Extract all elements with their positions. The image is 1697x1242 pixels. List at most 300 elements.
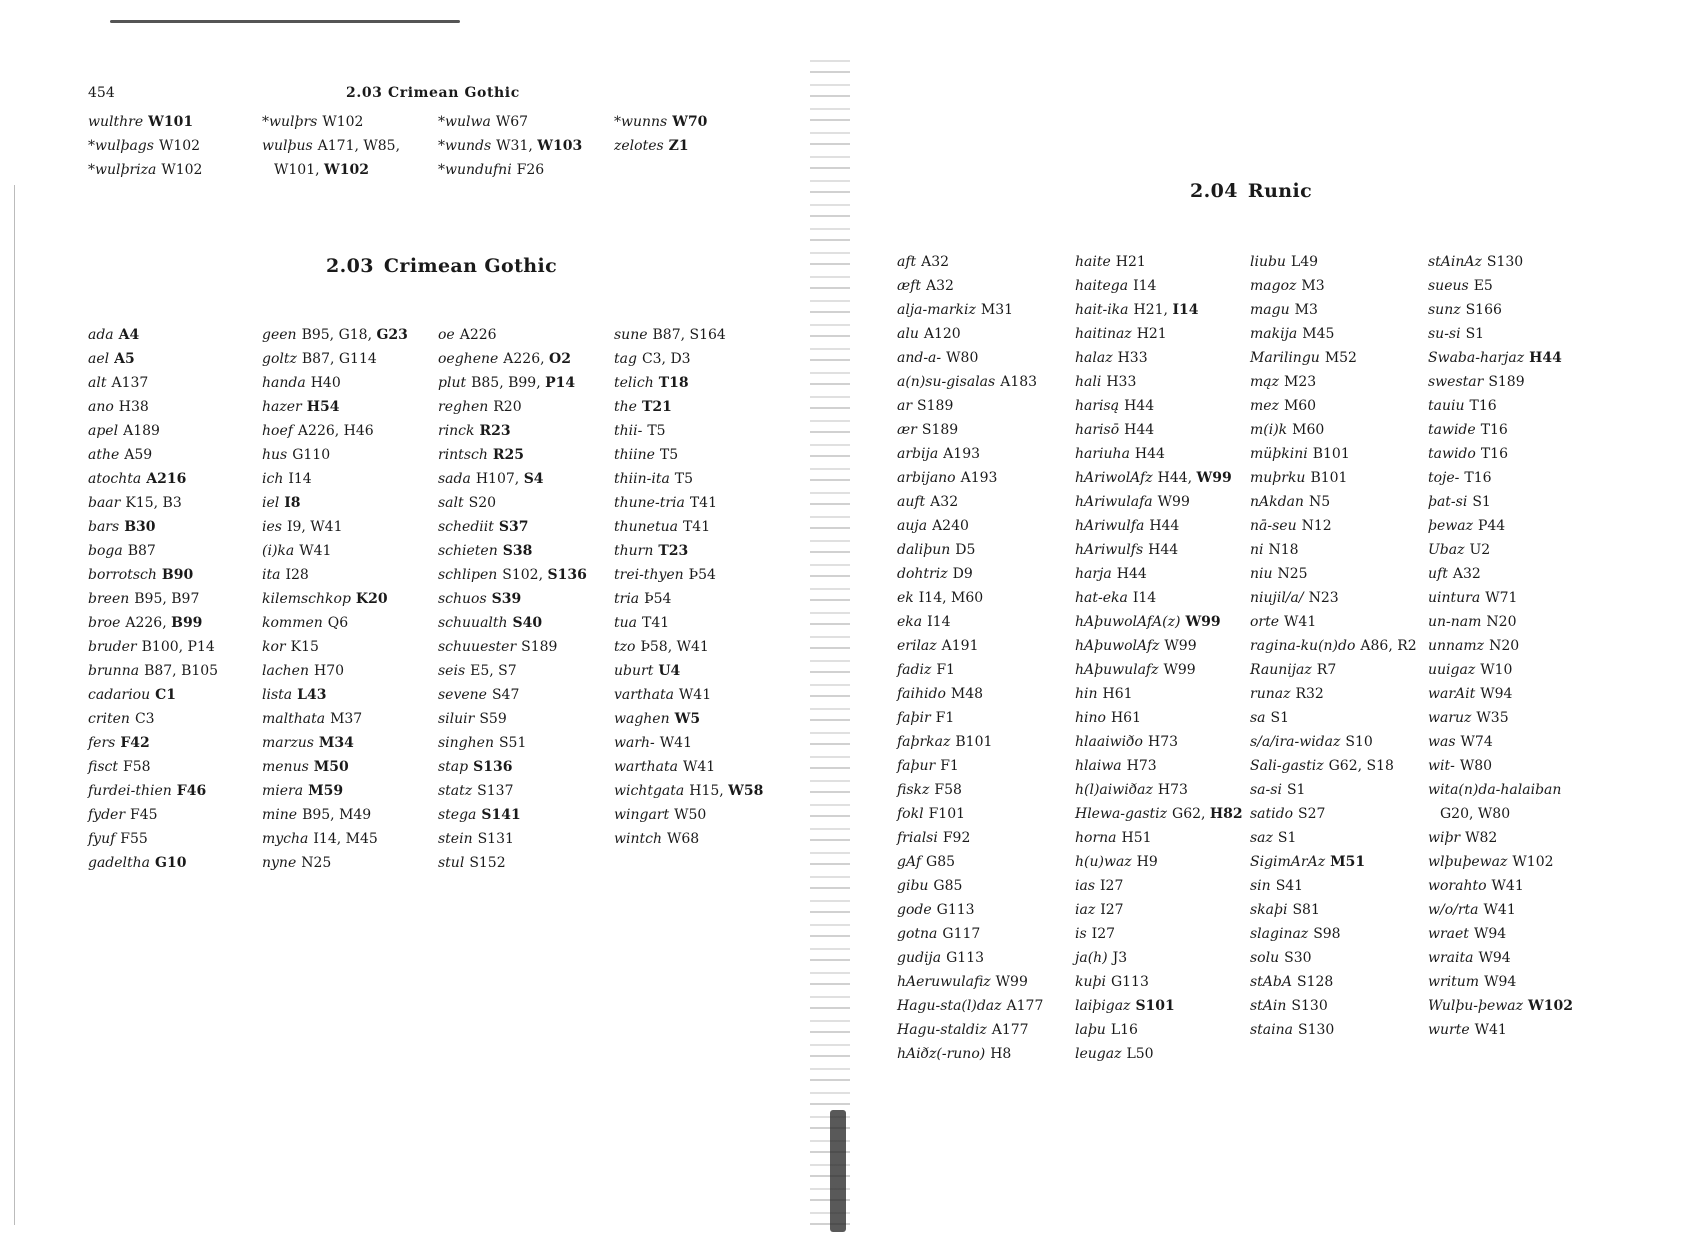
index-column [88, 323, 218, 875]
index-entry [614, 587, 763, 611]
index-entry [262, 659, 408, 683]
index-entry [897, 490, 1043, 514]
index-entry [897, 898, 1043, 922]
index-reference: M23 [1284, 374, 1317, 390]
index-word: iel [262, 495, 280, 511]
index-entry [897, 970, 1043, 994]
index-word: solu [1250, 950, 1280, 966]
index-entry [1075, 994, 1243, 1018]
index-word: alja-markiz [897, 302, 976, 318]
index-entry [1428, 874, 1573, 898]
index-reference: H33 [1106, 374, 1137, 390]
index-word: bars [88, 519, 120, 535]
section-heading [1190, 180, 1312, 202]
index-entry [1250, 874, 1417, 898]
index-word: schuualth [438, 615, 508, 631]
index-entry [88, 707, 218, 731]
index-reference: I27 [1100, 902, 1124, 918]
index-entry [1250, 682, 1417, 706]
index-word: writum [1428, 974, 1480, 990]
index-reference: M3 [1301, 278, 1325, 294]
index-entry [88, 563, 218, 587]
index-entry [1075, 562, 1243, 586]
index-entry [1075, 466, 1243, 490]
index-word: hait-ika [1075, 302, 1129, 318]
index-word: siluir [438, 711, 475, 727]
index-word: nAkdan [1250, 494, 1304, 510]
index-word: tag [614, 351, 637, 367]
index-entry [1428, 850, 1573, 874]
index-entry [262, 563, 408, 587]
index-word: Hagu-staldiz [897, 1022, 987, 1038]
index-entry [1250, 1018, 1417, 1042]
index-word: hAiðz(-runo) [897, 1046, 986, 1062]
index-reference: K15, B3 [125, 495, 182, 511]
index-word: tawido [1428, 446, 1476, 462]
index-reference: Z1 [668, 138, 689, 154]
index-reference: W99 [1164, 638, 1197, 654]
index-word: magoz [1250, 278, 1297, 294]
index-reference: S101 [1135, 998, 1175, 1014]
index-reference: D9 [952, 566, 973, 582]
index-reference: W94 [1478, 950, 1511, 966]
left-page [0, 0, 835, 1242]
index-entry [1250, 946, 1417, 970]
index-reference: W99 [995, 974, 1028, 990]
index-word: ich [262, 471, 284, 487]
index-reference: S131 [477, 831, 514, 847]
index-word: wingart [614, 807, 670, 823]
index-reference: W70 [672, 114, 708, 130]
index-word: *wunns [614, 114, 668, 130]
index-entry [438, 707, 587, 731]
index-word: schediit [438, 519, 494, 535]
index-word: swestar [1428, 374, 1484, 390]
index-word: ær [897, 422, 917, 438]
index-word: s/a/ira-widaz [1250, 734, 1341, 750]
index-reference: W103 [537, 138, 583, 154]
index-reference: B95, M49 [302, 807, 372, 823]
index-entry [1250, 970, 1417, 994]
index-entry [1075, 682, 1243, 706]
index-entry [438, 515, 587, 539]
index-entry [1075, 418, 1243, 442]
index-reference: M60 [1283, 398, 1317, 414]
index-entry [614, 395, 763, 419]
index-entry [88, 587, 218, 611]
index-entry [438, 134, 582, 158]
index-reference: M31 [980, 302, 1014, 318]
index-word: laiþigaz [1075, 998, 1131, 1014]
index-reference: A226, [503, 351, 550, 367]
index-entry [1250, 634, 1417, 658]
index-word: wulthre [88, 114, 144, 130]
index-entry [262, 110, 400, 134]
index-word: gudija [897, 950, 942, 966]
index-reference: S10 [1345, 734, 1373, 750]
index-entry [88, 803, 218, 827]
index-entry [88, 134, 202, 158]
index-word: haitinaz [1075, 326, 1132, 342]
index-reference: W5 [674, 711, 701, 727]
index-word: æft [897, 278, 921, 294]
index-word: hin [1075, 686, 1098, 702]
index-word: niujil/a/ [1250, 590, 1304, 606]
index-column [438, 323, 587, 875]
index-reference: I14 [1133, 278, 1157, 294]
index-word: muþrku [1250, 470, 1306, 486]
index-entry [897, 706, 1043, 730]
index-entry [897, 562, 1043, 586]
index-word: geen [262, 327, 297, 343]
index-word: sueus [1428, 278, 1469, 294]
index-word: gadeltha [88, 855, 151, 871]
index-entry [1428, 994, 1573, 1018]
index-reference: H73 [1147, 734, 1179, 750]
index-reference: S189 [1488, 374, 1525, 390]
index-word: tzo [614, 639, 636, 655]
index-reference: W31, [496, 138, 538, 154]
index-word: sa [1250, 710, 1266, 726]
index-entry [897, 682, 1043, 706]
index-reference: W50 [674, 807, 707, 823]
index-entry [1250, 610, 1417, 634]
index-entry [614, 827, 763, 851]
index-word: wlþuþewaz [1428, 854, 1508, 870]
index-word: müþkini [1250, 446, 1308, 462]
index-entry [1075, 706, 1243, 730]
index-word: sada [438, 471, 471, 487]
index-entry [438, 683, 587, 707]
index-entry [1075, 370, 1243, 394]
index-reference: S128 [1297, 974, 1334, 990]
index-entry [897, 274, 1043, 298]
index-word: *wunds [438, 138, 492, 154]
index-word: uft [1428, 566, 1448, 582]
index-reference: G20, W80 [1440, 806, 1511, 822]
index-reference: F1 [935, 710, 955, 726]
index-word: broe [88, 615, 121, 631]
index-entry [88, 611, 218, 635]
index-entry [88, 515, 218, 539]
index-entry [614, 611, 763, 635]
index-entry [1428, 778, 1573, 802]
index-entry [438, 635, 587, 659]
index-reference: B87 [127, 543, 156, 559]
index-entry [88, 755, 218, 779]
index-reference: S39 [491, 591, 522, 607]
index-reference: A193 [960, 470, 998, 486]
index-word: tua [614, 615, 637, 631]
index-reference: R32 [1295, 686, 1324, 702]
index-reference: T18 [658, 375, 689, 391]
index-word: harja [1075, 566, 1112, 582]
index-reference: H21 [1115, 254, 1146, 270]
index-word: ita [262, 567, 281, 583]
index-word: furdei-thien [88, 783, 172, 799]
index-reference: T16 [1464, 470, 1492, 486]
index-word: *wundufni [438, 162, 512, 178]
index-reference: W94 [1473, 926, 1507, 942]
index-word: hAriwulfs [1075, 542, 1144, 558]
index-reference: S1 [1465, 326, 1485, 342]
index-reference: P44 [1477, 518, 1506, 534]
index-reference: W102 [322, 114, 364, 130]
index-word: leugaz [1075, 1046, 1122, 1062]
index-reference: F45 [130, 807, 158, 823]
index-reference: H44 [1149, 518, 1180, 534]
index-entry [1250, 442, 1417, 466]
index-word: salt [438, 495, 464, 511]
index-entry [614, 539, 763, 563]
index-word: hAriwulafa [1075, 494, 1153, 510]
index-entry [1075, 754, 1243, 778]
index-word: *wulwa [438, 114, 491, 130]
index-entry [614, 491, 763, 515]
index-word: hariuha [1075, 446, 1130, 462]
index-entry [438, 611, 587, 635]
index-word: fisct [88, 759, 118, 775]
index-word: faþur [897, 758, 936, 774]
index-word: kor [262, 639, 286, 655]
running-title: 2.03 Crimean Gothic [346, 85, 520, 101]
section-title: Crimean Gothic [383, 255, 558, 277]
index-reference: G113 [936, 902, 975, 918]
index-reference: Þ54 [644, 591, 672, 607]
index-reference: Þ54 [688, 567, 716, 583]
index-reference: I9, W41 [286, 519, 343, 535]
index-word: wraet [1428, 926, 1469, 942]
index-reference: H9 [1136, 854, 1158, 870]
index-reference: H44, [1157, 470, 1197, 486]
index-reference: L49 [1290, 254, 1319, 270]
index-word: ja(h) [1075, 950, 1108, 966]
index-word: hAriwulfa [1075, 518, 1145, 534]
index-word: alu [897, 326, 919, 342]
index-entry [1428, 538, 1573, 562]
index-reference: W94 [1484, 974, 1517, 990]
index-reference: S136 [547, 567, 587, 583]
index-word: sa-si [1250, 782, 1282, 798]
index-entry [1250, 490, 1417, 514]
index-entry [1075, 250, 1243, 274]
index-entry [614, 443, 763, 467]
index-entry [1075, 778, 1243, 802]
index-word: schieten [438, 543, 498, 559]
index-reference: Þ58, W41 [640, 639, 709, 655]
index-entry [1428, 634, 1573, 658]
index-reference: N23 [1308, 590, 1339, 606]
index-reference: A32 [930, 494, 959, 510]
index-reference: B85, B99, [471, 375, 546, 391]
index-word: thiin-ita [614, 471, 670, 487]
index-reference: W101 [148, 114, 194, 130]
index-entry [1075, 730, 1243, 754]
index-entry [1428, 274, 1573, 298]
index-reference: A32 [921, 254, 950, 270]
index-reference: H70 [313, 663, 345, 679]
index-word: stAbA [1250, 974, 1292, 990]
index-column [1075, 250, 1243, 1066]
index-reference: B95, G18, [301, 327, 377, 343]
index-word: ias [1075, 878, 1096, 894]
index-entry [88, 827, 218, 851]
index-entry [438, 779, 587, 803]
index-entry [614, 659, 763, 683]
index-word: brunna [88, 663, 140, 679]
index-entry [1250, 250, 1417, 274]
index-entry [897, 994, 1043, 1018]
index-reference: W99 [1196, 470, 1232, 486]
index-reference: B87, G114 [301, 351, 377, 367]
index-entry [1250, 730, 1417, 754]
index-entry [1075, 274, 1243, 298]
index-entry [897, 754, 1043, 778]
index-entry [438, 371, 587, 395]
index-word: apel [88, 423, 119, 439]
index-reference: I14 [1132, 590, 1157, 606]
index-entry [614, 110, 707, 134]
index-word: hlaaiwiðo [1075, 734, 1143, 750]
index-entry [1428, 610, 1573, 634]
index-entry [1428, 514, 1573, 538]
index-reference: H33 [1117, 350, 1148, 366]
index-reference: M37 [330, 711, 363, 727]
index-entry [438, 323, 587, 347]
index-word: arbija [897, 446, 939, 462]
index-entry [1250, 922, 1417, 946]
index-reference: R23 [479, 423, 511, 439]
index-entry [1428, 898, 1573, 922]
index-word: laþu [1075, 1022, 1106, 1038]
index-entry [1075, 898, 1243, 922]
index-reference: G113 [1110, 974, 1149, 990]
index-word: thiine [614, 447, 655, 463]
index-word: faþrkaz [897, 734, 951, 750]
index-word: Wulþu-þewaz [1428, 998, 1523, 1014]
index-word: hAþuwulafz [1075, 662, 1159, 678]
index-reference: A240 [932, 518, 969, 534]
index-word: hino [1075, 710, 1106, 726]
index-reference: T21 [641, 399, 672, 415]
index-word: ada [88, 327, 114, 343]
index-reference: I14 [288, 471, 312, 487]
page-edge-line [14, 185, 15, 1225]
index-reference: I28 [285, 567, 309, 583]
index-reference: N20 [1489, 638, 1520, 654]
index-word: waghen [614, 711, 670, 727]
index-word: wulþus [262, 138, 313, 154]
index-word: wintch [614, 831, 662, 847]
index-reference: S38 [502, 543, 533, 559]
index-reference: T41 [689, 495, 717, 511]
index-word: nā-seu [1250, 518, 1297, 534]
index-word: ek [897, 590, 914, 606]
index-reference: S130 [1298, 1022, 1335, 1038]
index-reference: S1 [1286, 782, 1306, 798]
index-entry [614, 731, 763, 755]
index-entry [88, 323, 218, 347]
index-reference: E5 [1473, 278, 1493, 294]
index-reference: H21 [1136, 326, 1167, 342]
index-word: slaginaz [1250, 926, 1309, 942]
index-word: ael [88, 351, 110, 367]
top-index-column [88, 110, 202, 182]
index-entry [897, 658, 1043, 682]
index-entry [1250, 586, 1417, 610]
index-reference: F1 [940, 758, 959, 774]
index-word: bruder [88, 639, 137, 655]
index-reference: T5 [674, 471, 694, 487]
index-word: makija [1250, 326, 1298, 342]
index-word: malthata [262, 711, 326, 727]
index-entry [897, 370, 1043, 394]
index-word: h(u)waz [1075, 854, 1132, 870]
index-reference: W82 [1465, 830, 1498, 846]
index-reference: W41 [682, 759, 716, 775]
index-entry [897, 298, 1043, 322]
index-entry [614, 803, 763, 827]
index-word: auja [897, 518, 928, 534]
index-reference: A5 [114, 351, 135, 367]
index-reference: W101, [274, 162, 325, 178]
index-word: SigimArAz [1250, 854, 1326, 870]
index-word: wurte [1428, 1022, 1470, 1038]
index-reference: A177 [991, 1022, 1029, 1038]
index-reference: W68 [666, 831, 700, 847]
index-entry [1428, 658, 1573, 682]
index-reference: A86, R2 [1360, 638, 1417, 654]
index-reference: R25 [492, 447, 524, 463]
index-column [1428, 250, 1573, 1042]
index-reference: R20 [493, 399, 522, 415]
index-reference: S1 [1270, 710, 1290, 726]
index-entry [262, 323, 408, 347]
index-reference: N20 [1486, 614, 1517, 630]
index-word: criten [88, 711, 130, 727]
section-heading [326, 255, 557, 277]
index-word: sevene [438, 687, 487, 703]
index-word: stAinAz [1428, 254, 1482, 270]
index-word: reghen [438, 399, 489, 415]
index-reference: S136 [473, 759, 513, 775]
index-word: toje- [1428, 470, 1460, 486]
index-reference: B87, B105 [144, 663, 219, 679]
index-entry [897, 1042, 1043, 1066]
top-index-column [262, 110, 400, 182]
index-entry [1075, 490, 1243, 514]
index-word: wraita [1428, 950, 1474, 966]
index-reference: A137 [111, 375, 149, 391]
index-reference: W99 [1185, 614, 1221, 630]
index-entry [262, 731, 408, 755]
index-word: sin [1250, 878, 1271, 894]
index-entry [897, 418, 1043, 442]
index-reference: I27 [1091, 926, 1116, 942]
index-word: frialsi [897, 830, 938, 846]
index-word: aft [897, 254, 917, 270]
index-entry [438, 851, 587, 875]
index-word: wiþr [1428, 830, 1461, 846]
index-reference: T41 [642, 615, 670, 631]
index-word: kuþi [1075, 974, 1106, 990]
index-reference: W58 [728, 783, 764, 799]
index-word: su-si [1428, 326, 1461, 342]
index-entry [262, 347, 408, 371]
index-word: hoef [262, 423, 293, 439]
index-word: stul [438, 855, 465, 871]
index-word: Hagu-sta(l)daz [897, 998, 1002, 1014]
